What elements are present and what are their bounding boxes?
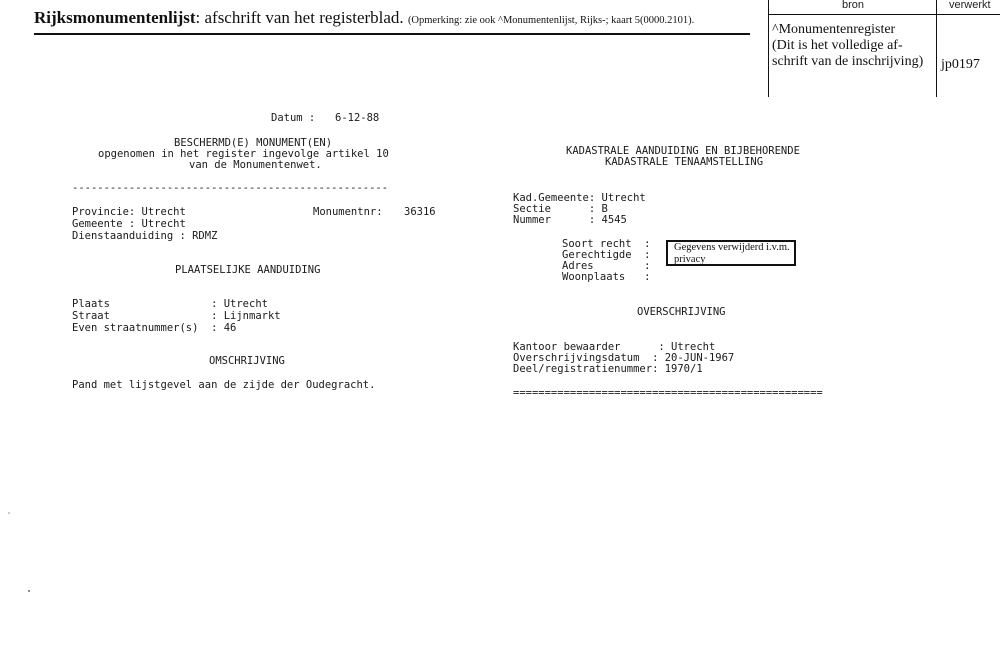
separator-line: -------------------------------------------------- bbox=[72, 182, 389, 194]
plaats-line: Plaats : Utrecht bbox=[72, 298, 268, 310]
verwerkt-text: jp0197 bbox=[941, 57, 980, 72]
deel-line: Deel/registratienummer: 1970/1 bbox=[513, 363, 703, 375]
straat-line: Straat : Lijnmarkt bbox=[72, 310, 281, 322]
monumentnr-value: 36316 bbox=[404, 206, 436, 218]
section-heading: BESCHERMD(E) MONUMENT(EN) bbox=[174, 137, 333, 149]
provincie-line: Provincie: Utrecht bbox=[72, 206, 186, 218]
datum-value: 6-12-88 bbox=[335, 112, 380, 124]
document-title bbox=[34, 8, 694, 28]
title-note: (Opmerking: zie ook ^Monumentenlijst, Rijks-; kaart 5(0000.2101). bbox=[407, 15, 695, 26]
monumentnr-label: Monumentnr: bbox=[313, 206, 383, 218]
nummer-line: Nummer : 4545 bbox=[513, 214, 627, 226]
column-header-bron: bron bbox=[842, 0, 865, 11]
box-header-line bbox=[768, 14, 1000, 15]
kad-gemeente-line: Kad.Gemeente: Utrecht bbox=[513, 192, 646, 204]
dienstaanduiding-line: Dienstaanduiding : RDMZ bbox=[72, 230, 218, 242]
gemeente-line: Gemeente : Utrecht bbox=[72, 218, 186, 230]
title-rest: : afschrift van het registerblad. bbox=[195, 8, 404, 27]
title-bold: Rijksmonumentenlijst bbox=[34, 8, 196, 27]
privacy-redaction-box: Gegevens verwijderd i.v.m. privacy bbox=[666, 240, 796, 266]
column-header-verwerkt: verwerkt bbox=[949, 0, 991, 11]
kadastrale-heading: KADASTRALE AANDUIDING EN BIJBEHORENDE bbox=[566, 145, 800, 157]
sectie-line: Sectie : B bbox=[513, 203, 608, 215]
scan-speck bbox=[8, 512, 10, 514]
bron-text: ^Monumentenregister (Dit is het volledige af- schrift van de inschrijving) bbox=[772, 22, 924, 69]
double-separator-line: ================================================= bbox=[513, 387, 823, 399]
section-subheading-2: van de Monumentenwet. bbox=[189, 159, 322, 171]
omschrijving-heading: OMSCHRIJVING bbox=[209, 355, 285, 367]
scan-speck bbox=[28, 590, 30, 592]
gerechtigde-line: Gerechtigde : bbox=[562, 249, 651, 261]
kantoor-line: Kantoor bewaarder : Utrecht bbox=[513, 341, 716, 353]
soort-recht-line: Soort recht : bbox=[562, 238, 651, 250]
adres-line: Adres : bbox=[562, 260, 651, 272]
plaatselijke-heading: PLAATSELIJKE AANDUIDING bbox=[175, 264, 321, 276]
datum-label: Datum : bbox=[271, 112, 316, 124]
kadastrale-subheading: KADASTRALE TENAAMSTELLING bbox=[605, 156, 764, 168]
straatnummer-line: Even straatnummer(s) : 46 bbox=[72, 322, 237, 334]
omschrijving-text: Pand met lijstgevel aan de zijde der Oudegracht. bbox=[72, 379, 376, 391]
overschrijving-heading: OVERSCHRIJVING bbox=[637, 306, 726, 318]
woonplaats-line: Woonplaats : bbox=[562, 271, 651, 283]
title-underline bbox=[34, 33, 750, 35]
overschrijvingsdatum-line: Overschrijvingsdatum : 20-JUN-1967 bbox=[513, 352, 735, 364]
section-subheading: opgenomen in het register ingevolge artikel 10 bbox=[98, 148, 389, 160]
